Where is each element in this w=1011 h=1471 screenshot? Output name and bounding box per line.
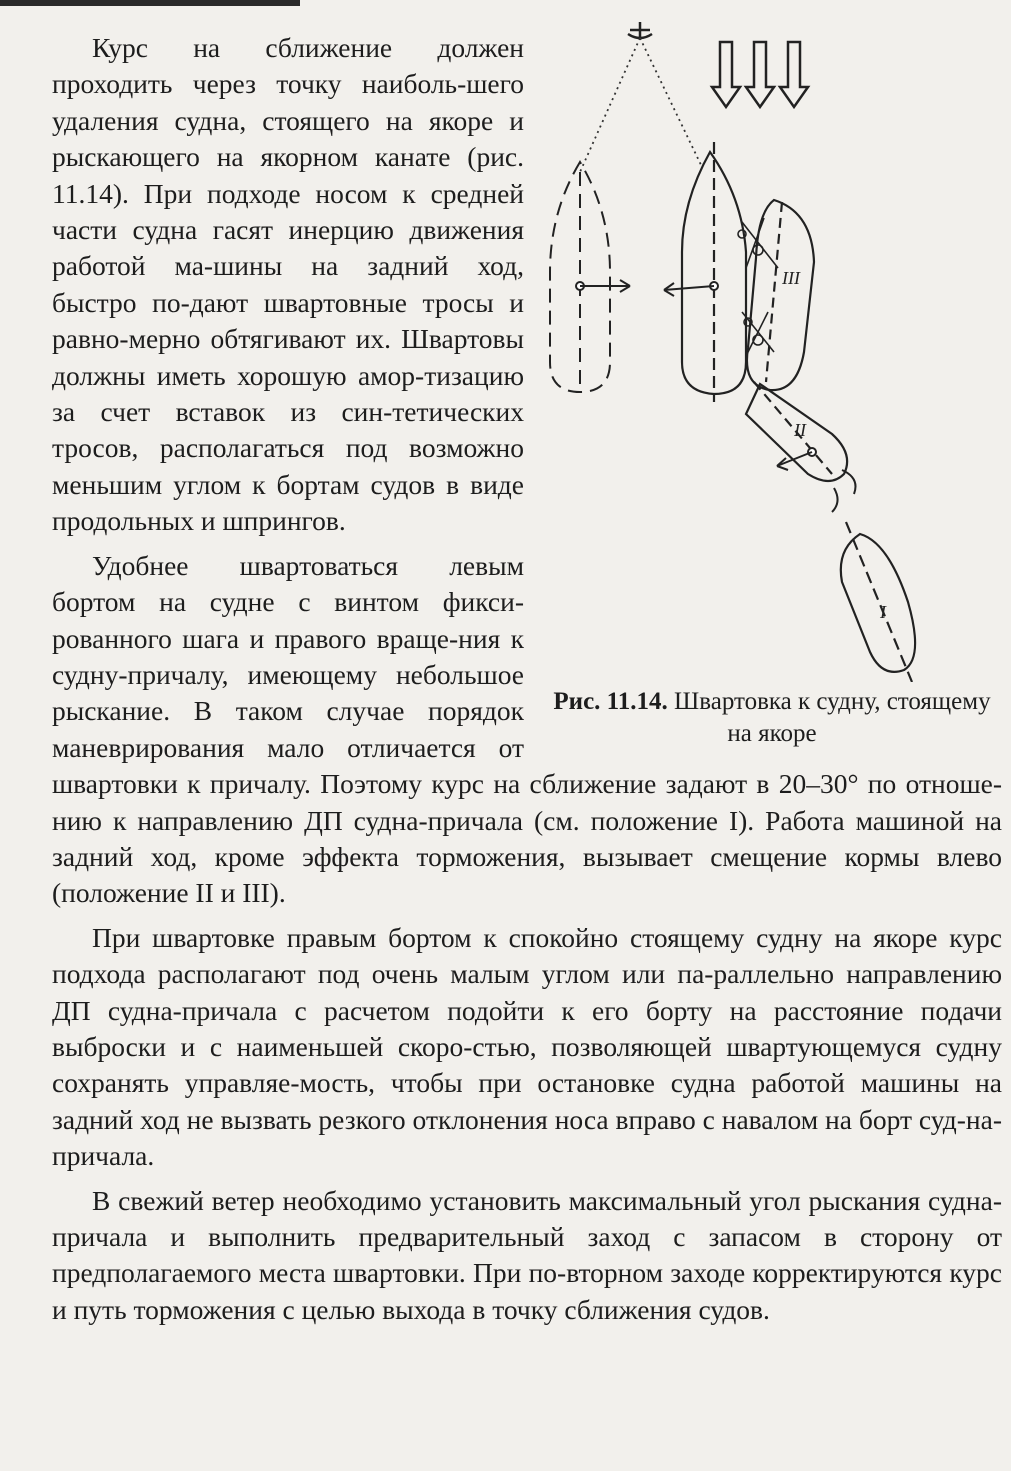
page-text xyxy=(52,30,1002,1336)
wind-arrows-icon xyxy=(712,42,808,107)
paragraph-2: Удобнее швартоваться левым бортом на судне с винтом фикси-рованного шага и правого враще-ния к судну-причалу, имеющему небольшое рыскание. В таком случае порядок маневрирования мало отличается от швартовки к причалу. Поэтому курс на сближение задают в 20–30° по отноше-нию к направлению ДП судна-причала (см. положение I). Работа машиной на задний ход, кроме эффекта торможения, вызывает смещение кормы влево (положение II и III). xyxy=(52,549,1002,909)
vessel-position-3 xyxy=(747,200,814,390)
paragraph-4: В свежий ветер необходимо установить максимальный угол рыскания судна-причала и выполнить предварительный заход с запасом в сторону от предполагаемого места швартовки. При по-вторном заходе корректируются курс и путь торможения с целью выхода в точку сближения судов. xyxy=(52,1184,1002,1325)
mooring-diagram xyxy=(542,22,1002,682)
label-position-3: III xyxy=(782,268,800,288)
vessel-position-1 xyxy=(841,522,915,682)
paragraph-3: При швартовке правым бортом к спокойно стоящему судну на якоре курс подхода располагают под очень малым углом или па-раллельно направлению ДП судна-причала с расчетом подойти к его борту на расстояние подачи выброски и с наименьшей скоро-стью, позволяющей швартующемуся судну сохранять управляе-мость, чтобы при остановке судна работой машины на задний ход не вызвать резкого отклонения носа вправо с навалом на борт суд-на-причала. xyxy=(52,921,1002,1172)
figure-caption xyxy=(542,686,1002,750)
anchor-icon xyxy=(628,22,652,40)
paragraph-1: Курс на сближение должен проходить через точку наиболь-шего удаления судна, стоящего на якоре и рыскающего на якорном канате (рис. 11.14). При подходе носом к средней части судна гасят инерцию движения работой ма-шины на задний ход, быстро по-дают швартовные тросы и равно-мерно обтягивают их. Швартовы должны иметь хорошую амор-тизацию за счет вставок из син-тетических тросов, располагаться под возможно меньшим углом к бортам судов в виде продольных и шпрингов. xyxy=(52,32,524,537)
vessel-outline-dashed xyxy=(550,162,610,392)
label-position-2: II xyxy=(794,420,806,440)
anchored-vessel xyxy=(682,142,746,402)
figure-caption-text: Швартовка к судну, стоящему на якоре xyxy=(674,688,991,747)
figure-number: Рис. 11.14. xyxy=(553,688,668,715)
figure-11-14 xyxy=(542,22,1002,757)
top-rule xyxy=(0,0,300,6)
anchor-cables xyxy=(580,38,702,172)
label-position-1: I xyxy=(880,602,886,622)
